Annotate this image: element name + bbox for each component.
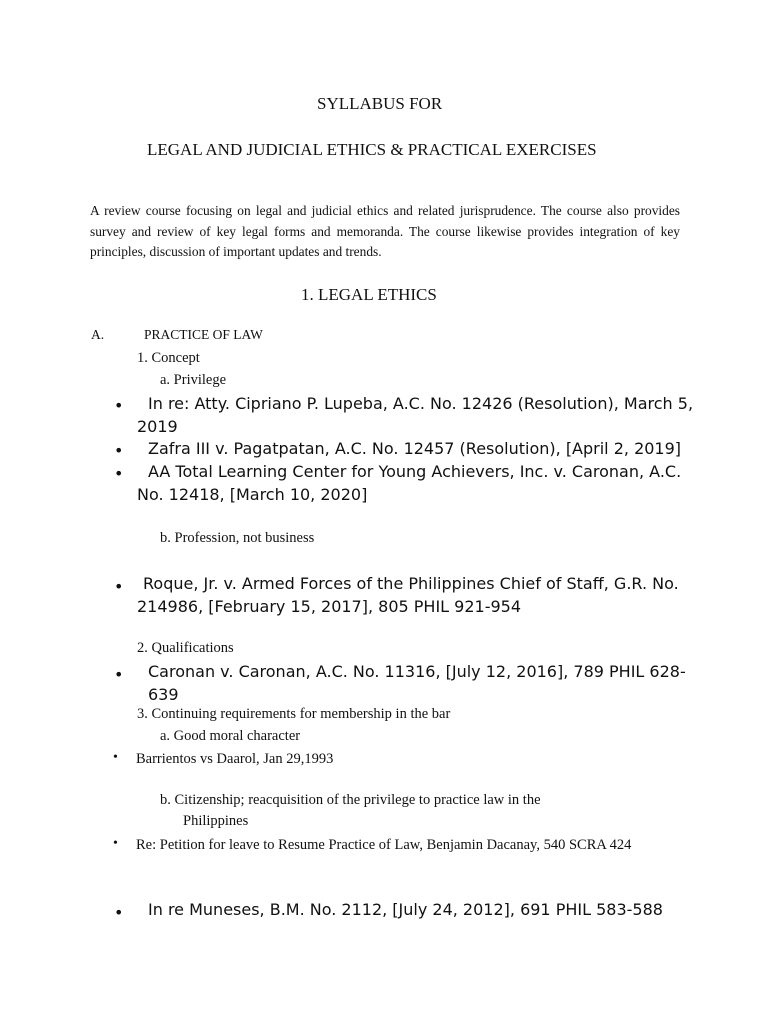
case-lupeba: In re: Atty. Cipriano P. Lupeba, A.C. No. 12426 (Resolution), March 5, 2019 xyxy=(137,394,694,436)
case-muneses: In re Muneses, B.M. No. 2112, [July 24, 2012], 691 PHIL 583-588 xyxy=(148,900,663,919)
bullet-icon: • xyxy=(113,750,118,765)
case-barrientos: Barrientos vs Daarol, Jan 29,1993 xyxy=(136,751,334,767)
privilege-item: a. Privilege xyxy=(160,372,227,388)
case-zafra: Zafra III v. Pagatpatan, A.C. No. 12457 (Resolution), [April 2, 2019] xyxy=(148,439,682,458)
case-aa-total: AA Total Learning Center for Young Achievers, Inc. v. Caronan, A.C. No. 12418, [March 10, 2020] xyxy=(137,462,682,504)
bullet-icon: • xyxy=(114,441,124,460)
continuing-requirements-item: 3. Continuing requirements for membership in the bar xyxy=(137,706,451,722)
bullet-icon: • xyxy=(114,665,124,684)
title-line-1: SYLLABUS FOR xyxy=(317,94,443,113)
citizenship-item: b. Citizenship; reacquisition of the privilege to practice law in the xyxy=(160,792,541,808)
title-line-2: LEGAL AND JUDICIAL ETHICS & PRACTICAL EXERCISES xyxy=(147,140,597,159)
profession-item: b. Profession, not business xyxy=(160,530,315,546)
case-roque: Roque, Jr. v. Armed Forces of the Philippines Chief of Staff, G.R. No. 214986, [February 15, 2017], 805 PHIL 921-954 xyxy=(137,574,679,616)
section-heading: 1. LEGAL ETHICS xyxy=(301,285,437,304)
concept-item: 1. Concept xyxy=(137,350,200,366)
citizenship-item-continued: Philippines xyxy=(183,813,249,829)
qualifications-item: 2. Qualifications xyxy=(137,640,234,656)
bullet-icon: • xyxy=(114,464,124,483)
good-moral-item: a. Good moral character xyxy=(160,728,301,744)
intro-paragraph: A review course focusing on legal and judicial ethics and related jurisprudence. The course also provides survey and review of key legal forms and memoranda. The course likewise provides integration of key principles, discussion of important updates and trends. xyxy=(90,203,680,259)
case-caronan: Caronan v. Caronan, A.C. No. 11316, [July 12, 2016], 789 PHIL 628-639 xyxy=(148,662,686,704)
part-a-letter: A. xyxy=(91,327,105,342)
bullet-icon: • xyxy=(113,836,118,851)
bullet-icon: • xyxy=(114,396,124,415)
part-a-title: PRACTICE OF LAW xyxy=(144,327,263,342)
bullet-icon: • xyxy=(114,903,124,922)
case-dacanay: Re: Petition for leave to Resume Practice of Law, Benjamin Dacanay, 540 SCRA 424 xyxy=(136,837,632,853)
bullet-icon: • xyxy=(114,577,124,596)
